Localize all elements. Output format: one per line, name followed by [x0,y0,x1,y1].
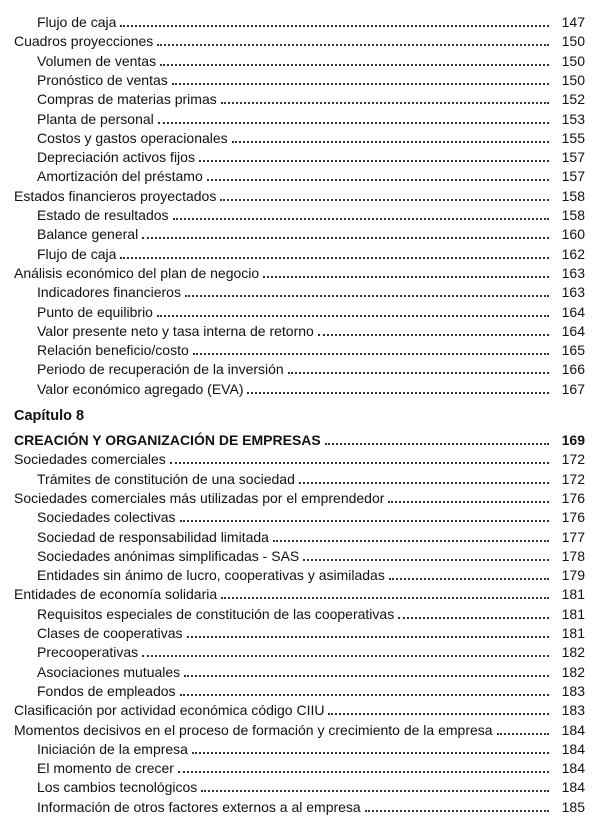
toc-entry [14,263,585,282]
toc-entry-page: 155 [561,129,585,146]
toc-entry-title: Precooperativas [37,644,139,661]
toc-entry-page: 176 [561,489,585,506]
toc-entry-title: CREACIÓN Y ORGANIZACIÓN DE EMPRESAS [14,432,321,448]
toc-entry [37,70,585,89]
toc-entry-title: Fondos de empleados [37,682,176,699]
toc-entry [37,340,585,359]
toc-entry [14,449,585,468]
toc-entry-title: Pronóstico de ventas [37,71,168,88]
toc-entry [37,662,585,681]
dot-leader [180,692,549,696]
toc-entry [14,720,585,739]
dot-leader [192,750,549,754]
toc-entry-page: 181 [561,625,585,641]
toc-entry-title: Valor económico agregado (EVA) [37,380,244,397]
dot-leader [120,23,549,27]
toc-entry [14,430,585,449]
dot-leader [220,197,549,201]
toc-entry-page: 157 [561,168,585,185]
toc-entry [37,359,585,378]
dot-leader [178,769,549,773]
dot-leader [299,480,549,484]
toc-entry-title: Flujo de caja [37,245,117,262]
toc-entry-page: 182 [561,663,585,680]
toc-entry [37,205,585,224]
toc-entry-title: Iniciación de la empresa [37,740,188,757]
dot-leader [142,653,549,657]
dot-leader [232,139,549,143]
toc-entry [37,147,585,166]
toc-entry-title: Clasificación por actividad económica código CIIU [14,702,325,719]
toc-entry [37,469,585,488]
toc-entry-page: 160 [561,226,585,243]
toc-entry [37,565,585,584]
toc-entry-page: 167 [561,380,585,397]
toc-entry-page: 184 [561,779,585,796]
toc-entry [14,584,585,603]
toc-entry-page: 164 [561,322,585,339]
toc-entry-title: Estado de resultados [37,207,169,223]
dot-leader [185,293,549,297]
toc-entry [37,546,585,565]
toc-entry [37,282,585,301]
toc-entry-title: Planta de personal [37,110,154,127]
toc-entry [37,604,585,623]
toc-entry-page: 157 [561,149,585,166]
toc-entry-title: Sociedades comerciales más utilizadas por el emprendedor [14,489,385,506]
toc-entry-page: 181 [561,605,585,622]
dot-leader [120,255,549,259]
toc-entry-title: Análisis económico del plan de negocio [14,264,260,281]
toc-entry-page: 152 [561,91,585,108]
toc-entry-page: 184 [561,760,585,777]
toc-entry-title: Cuadros proyecciones [14,33,154,50]
dot-leader [157,42,549,46]
toc-entry-page: 162 [561,245,585,262]
toc-entry [37,224,585,243]
toc-entry-page: 176 [561,509,585,526]
toc-entry [37,302,585,321]
dot-leader [199,158,549,162]
toc-entry-title: Periodo de recuperación de la inversión [37,361,284,378]
toc-entry-page: 184 [561,721,585,738]
toc-entry [14,488,585,507]
toc-entry-title: El momento de crecer [37,760,174,777]
toc-entry-page: 172 [561,451,585,468]
toc-entry-title: Momentos decisivos en el proceso de formación y crecimiento de la empresa [14,721,493,738]
toc-entry-title: Amortización del préstamo [37,168,203,185]
toc-entry-title: Indicadores financieros [37,284,181,301]
dot-leader [157,313,549,317]
toc-entry-title: Información de otros factores externos a al empresa [37,798,361,815]
toc-entry-page: 185 [561,798,585,815]
toc-entry-title: Flujo de caja [37,14,117,30]
toc-entry [14,31,585,50]
dot-leader [160,62,549,66]
dot-leader [273,538,549,542]
toc-entry-title: Asociaciones mutuales [37,663,181,680]
toc-entry-title: Trámites de constitución de una sociedad [37,470,295,487]
toc-entry-page: 164 [561,303,585,320]
dot-leader [263,274,549,278]
toc-entry-title: Depreciación activos fijos [37,149,195,166]
dot-leader [170,460,549,464]
toc-entry-page: 163 [561,264,585,281]
dot-leader [318,332,549,336]
toc-entry-page: 181 [561,586,585,603]
dot-leader [325,441,549,445]
dot-leader [193,351,549,355]
toc-entry-title: Requisitos especiales de constitución de las cooperativas [37,605,395,622]
toc-entry [37,244,585,263]
dot-leader [187,634,549,638]
toc-entry [37,527,585,546]
dot-leader [303,557,549,561]
toc-entry-page: 184 [561,740,585,757]
toc-entry-title: Entidades de economía solidaria [14,586,218,603]
toc-entry [37,12,585,31]
toc-entry [37,507,585,526]
toc-entry-page: 182 [561,644,585,661]
toc-entry [37,739,585,758]
toc-entry [37,777,585,796]
dot-leader [184,673,549,677]
toc-entry [14,186,585,205]
dot-leader [497,731,549,735]
dot-leader [221,595,549,599]
dot-leader [288,370,549,374]
toc-entry-page: 158 [561,207,585,223]
dot-leader [365,808,549,812]
toc-entry-title: Valor presente neto y tasa interna de retorno [37,322,314,339]
dot-leader [328,711,549,715]
toc-entry-title: Sociedad de responsabilidad limitada [37,528,269,545]
dot-leader [173,216,549,220]
toc-entry-title: Volumen de ventas [37,52,157,69]
dot-leader [172,81,549,85]
dot-leader [142,235,549,239]
toc-entry [14,700,585,719]
toc-entry-title: Clases de cooperativas [37,625,183,641]
toc-entry-title: Los cambios tecnológicos [37,779,198,796]
toc-entry-page: 153 [561,110,585,127]
toc-entry-page: 179 [561,567,585,584]
toc-entry-page: 183 [561,682,585,699]
dot-leader [247,390,549,394]
toc-entry-page: 150 [561,33,585,50]
toc-entry [37,166,585,185]
toc-entry-title: Relación beneficio/costo [37,342,189,359]
toc-entry [37,379,585,398]
toc-entry-title: Balance general [37,226,139,243]
toc-entry-page: 178 [561,547,585,564]
chapter-heading: Capítulo 8 [14,408,85,424]
toc-entry [37,642,585,661]
toc-entry-title: Estados financieros proyectados [14,187,217,204]
toc-entry [37,51,585,70]
toc-entry-title: Sociedades anónimas simplificadas - SAS [37,547,300,564]
toc-entry [37,109,585,128]
dot-leader [221,100,549,104]
dot-leader [207,177,549,181]
toc-entry [37,797,585,816]
toc-entry-page: 166 [561,361,585,378]
toc-entry-title: Sociedades comerciales [14,451,166,468]
toc-entry-page: 147 [561,14,585,30]
toc-entry [37,623,585,642]
dot-leader [388,499,549,503]
toc-entry [37,89,585,108]
toc-entry-page: 169 [561,432,585,448]
toc-entry-title: Compras de materias primas [37,91,217,108]
toc-entry-page: 165 [561,342,585,359]
toc-entry-title: Costos y gastos operacionales [37,129,228,146]
toc-entry [37,321,585,340]
toc-entry-page: 150 [561,71,585,88]
toc-entry-page: 183 [561,702,585,719]
toc-entry [37,681,585,700]
dot-leader [389,576,549,580]
toc-entry-page: 172 [561,470,585,487]
toc-entry-page: 158 [561,187,585,204]
dot-leader [180,518,549,522]
toc-entry-page: 150 [561,52,585,69]
dot-leader [201,788,549,792]
toc-entry-title: Entidades sin ánimo de lucro, cooperativas y asimiladas [37,567,385,584]
toc-entry [37,128,585,147]
toc-entry-title: Punto de equilibrio [37,303,153,320]
toc-entry-title: Sociedades colectivas [37,509,176,526]
dot-leader [398,615,549,619]
toc-entry-page: 177 [561,528,585,545]
dot-leader [158,120,549,124]
toc-entry-page: 163 [561,284,585,301]
toc-entry [37,758,585,777]
